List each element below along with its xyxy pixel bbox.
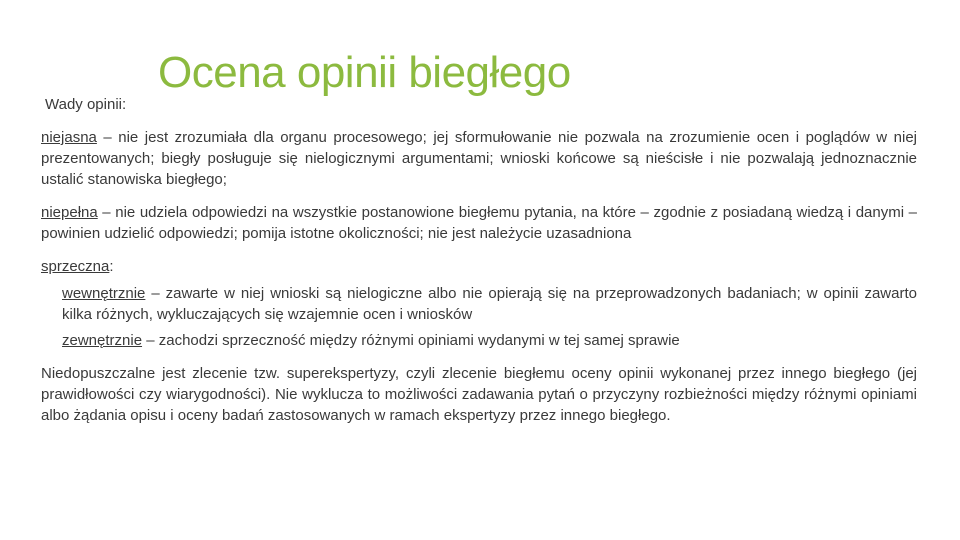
defect-contradictory <box>41 256 917 351</box>
contradiction-internal <box>62 283 917 325</box>
closing-paragraph: Niedopuszczalne jest zlecenie tzw. superekspertyzy, czyli zlecenie biegłemu oceny opinii wykonanej przez innego biegłego (jej prawidłowości czy wiarygodności). Nie wyklucza to możliwości zadawania pytań o przyczyny rozbieżności między różnymi opiniami albo żądania opisu i oceny badań zastosowanych w ramach ekspertyzy przez innego biegłego. <box>41 365 917 424</box>
contradiction-description-internal: – zawarte w niej wnioski są nielogiczne albo nie opierają się na przeprowadzonych badaniach; w opinii zawarto kilka różnych, wykluczających się wzajemnie ocen i wniosków <box>62 285 917 323</box>
contradiction-external <box>62 330 917 351</box>
contradiction-types-list <box>41 283 917 351</box>
defect-term-incomplete: niepełna <box>41 204 98 221</box>
defect-unclear <box>41 127 917 190</box>
defect-description-contradictory: : <box>109 258 114 275</box>
defects-heading: Wady opinii: <box>45 96 127 113</box>
slide-title: Ocena opinii biegłego <box>158 48 571 98</box>
contradiction-term-internal: wewnętrznie <box>62 285 146 302</box>
defect-term-contradictory: sprzeczna <box>41 258 110 275</box>
slide-body <box>41 127 917 426</box>
contradiction-term-external: zewnętrznie <box>62 332 143 349</box>
defect-term-unclear: niejasna <box>41 129 97 146</box>
defect-description-incomplete: – nie udziela odpowiedzi na wszystkie postanowione biegłemu pytania, na które – zgodnie z posiadaną wiedzą i danymi – powinien udzielić odpowiedzi; pomija istotne okoliczności; nie jest należycie uzasadniona <box>41 204 917 242</box>
defect-incomplete <box>41 202 917 244</box>
contradiction-description-external: – zachodzi sprzeczność między różnymi opiniami wydanymi w tej samej sprawie <box>142 332 680 349</box>
defect-description-unclear: – nie jest zrozumiała dla organu procesowego; jej sformułowanie nie pozwala na zrozumienie ocen i poglądów w niej prezentowanych; biegły posługuje się nielogicznymi argumentami; wnioski końcowe są nieścisłe i nie pozwalają jednoznacznie ustalić stanowiska biegłego; <box>41 129 917 188</box>
defect-contradictory-header <box>41 256 917 277</box>
